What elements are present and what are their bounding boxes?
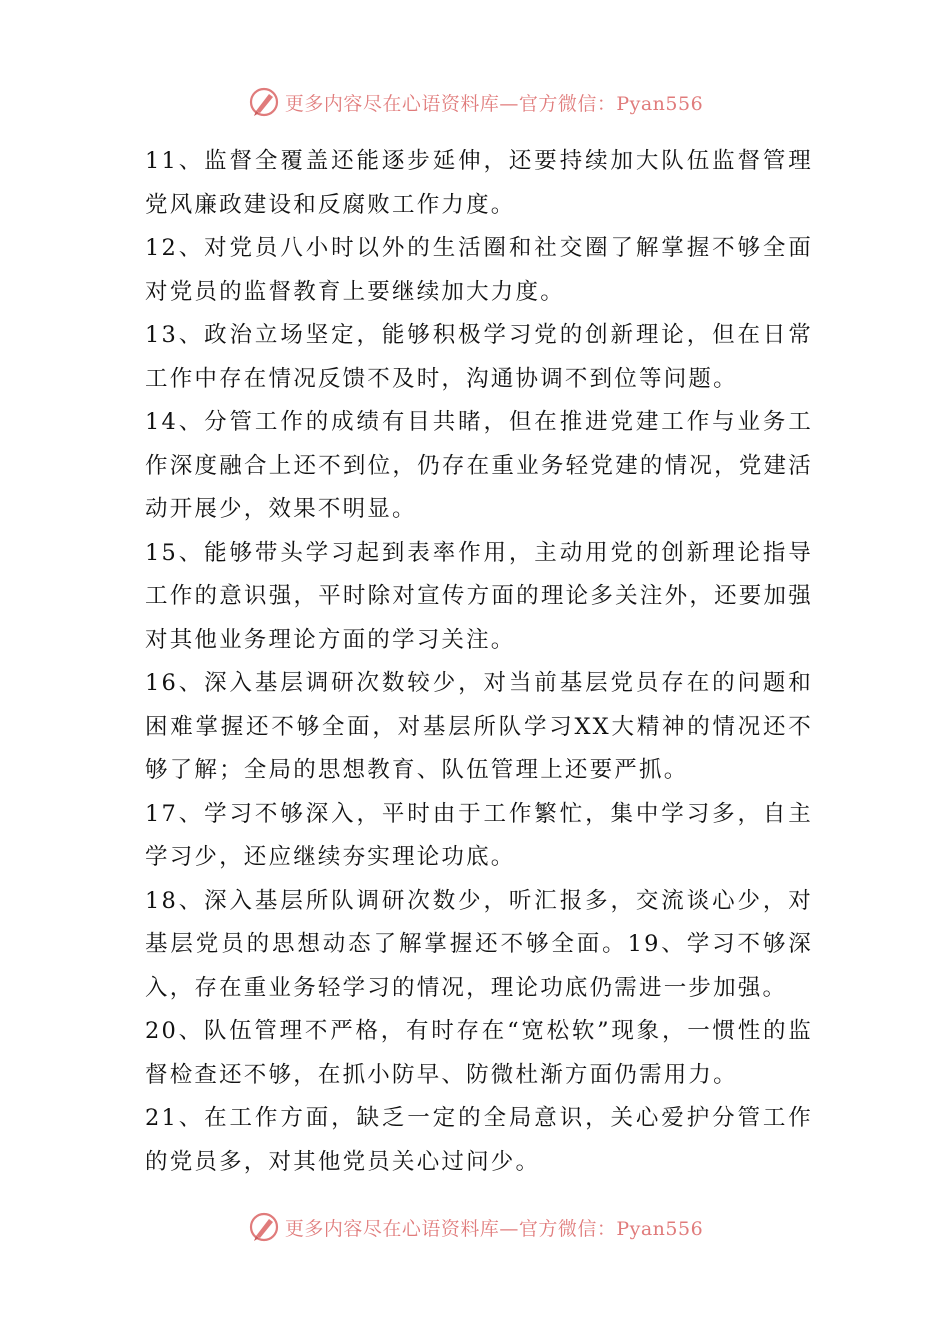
header-banner <box>0 82 950 122</box>
pen-seal-icon <box>247 1210 281 1244</box>
paragraph-21: 21、在工作方面，缺乏一定的全局意识，关心爱护分管工作的党员多，对其他党员关心过问少。 <box>145 1105 813 1175</box>
paragraph-13: 13、政治立场坚定，能够积极学习党的创新理论，但在日常工作中存在情况反馈不及时，沟通协调不到位等问题。 <box>145 322 813 392</box>
paragraph-15: 15、能够带头学习起到表率作用，主动用党的创新理论指导工作的意识强，平时除对宣传方面的理论多关注外，还要加强对其他业务理论方面的学习关注。 <box>145 539 813 653</box>
footer-banner <box>0 1207 950 1247</box>
paragraph-14: 14、分管工作的成绩有目共睹，但在推进党建工作与业务工作深度融合上还不到位，仍存在重业务轻党建的情况，党建活动开展少，效果不明显。 <box>145 409 813 522</box>
paragraph-18-19: 18、深入基层所队调研次数少，听汇报多，交流谈心少，对基层党员的思想动态了解掌握还不够全面。19、学习不够深入，存在重业务轻学习的情况，理论功底仍需进一步加强。 <box>145 887 813 1001</box>
header-text: 更多内容尽在心语资料库—官方微信：Pyan556 <box>284 92 704 115</box>
pen-seal-icon <box>247 85 281 119</box>
paragraph-16: 16、深入基层调研次数较少，对当前基层党员存在的问题和困难掌握还不够全面，对基层所队学习XX大精神的情况还不够了解；全局的思想教育、队伍管理上还要严抓。 <box>145 670 813 783</box>
document-body <box>145 140 813 1184</box>
paragraph-20: 20、队伍管理不严格，有时存在“宽松软”现象，一惯性的监督检查还不够，在抓小防早、防微杜渐方面仍需用力。 <box>145 1018 813 1088</box>
paragraph-11: 11、监督全覆盖还能逐步延伸，还要持续加大队伍监督管理党风廉政建设和反腐败工作力度。 <box>145 148 813 218</box>
footer-text: 更多内容尽在心语资料库—官方微信：Pyan556 <box>284 1217 704 1240</box>
paragraph-17: 17、学习不够深入，平时由于工作繁忙，集中学习多，自主学习少，还应继续夯实理论功底。 <box>145 800 813 870</box>
paragraph-12: 12、对党员八小时以外的生活圈和社交圈了解掌握不够全面对党员的监督教育上要继续加大力度。 <box>145 235 813 305</box>
